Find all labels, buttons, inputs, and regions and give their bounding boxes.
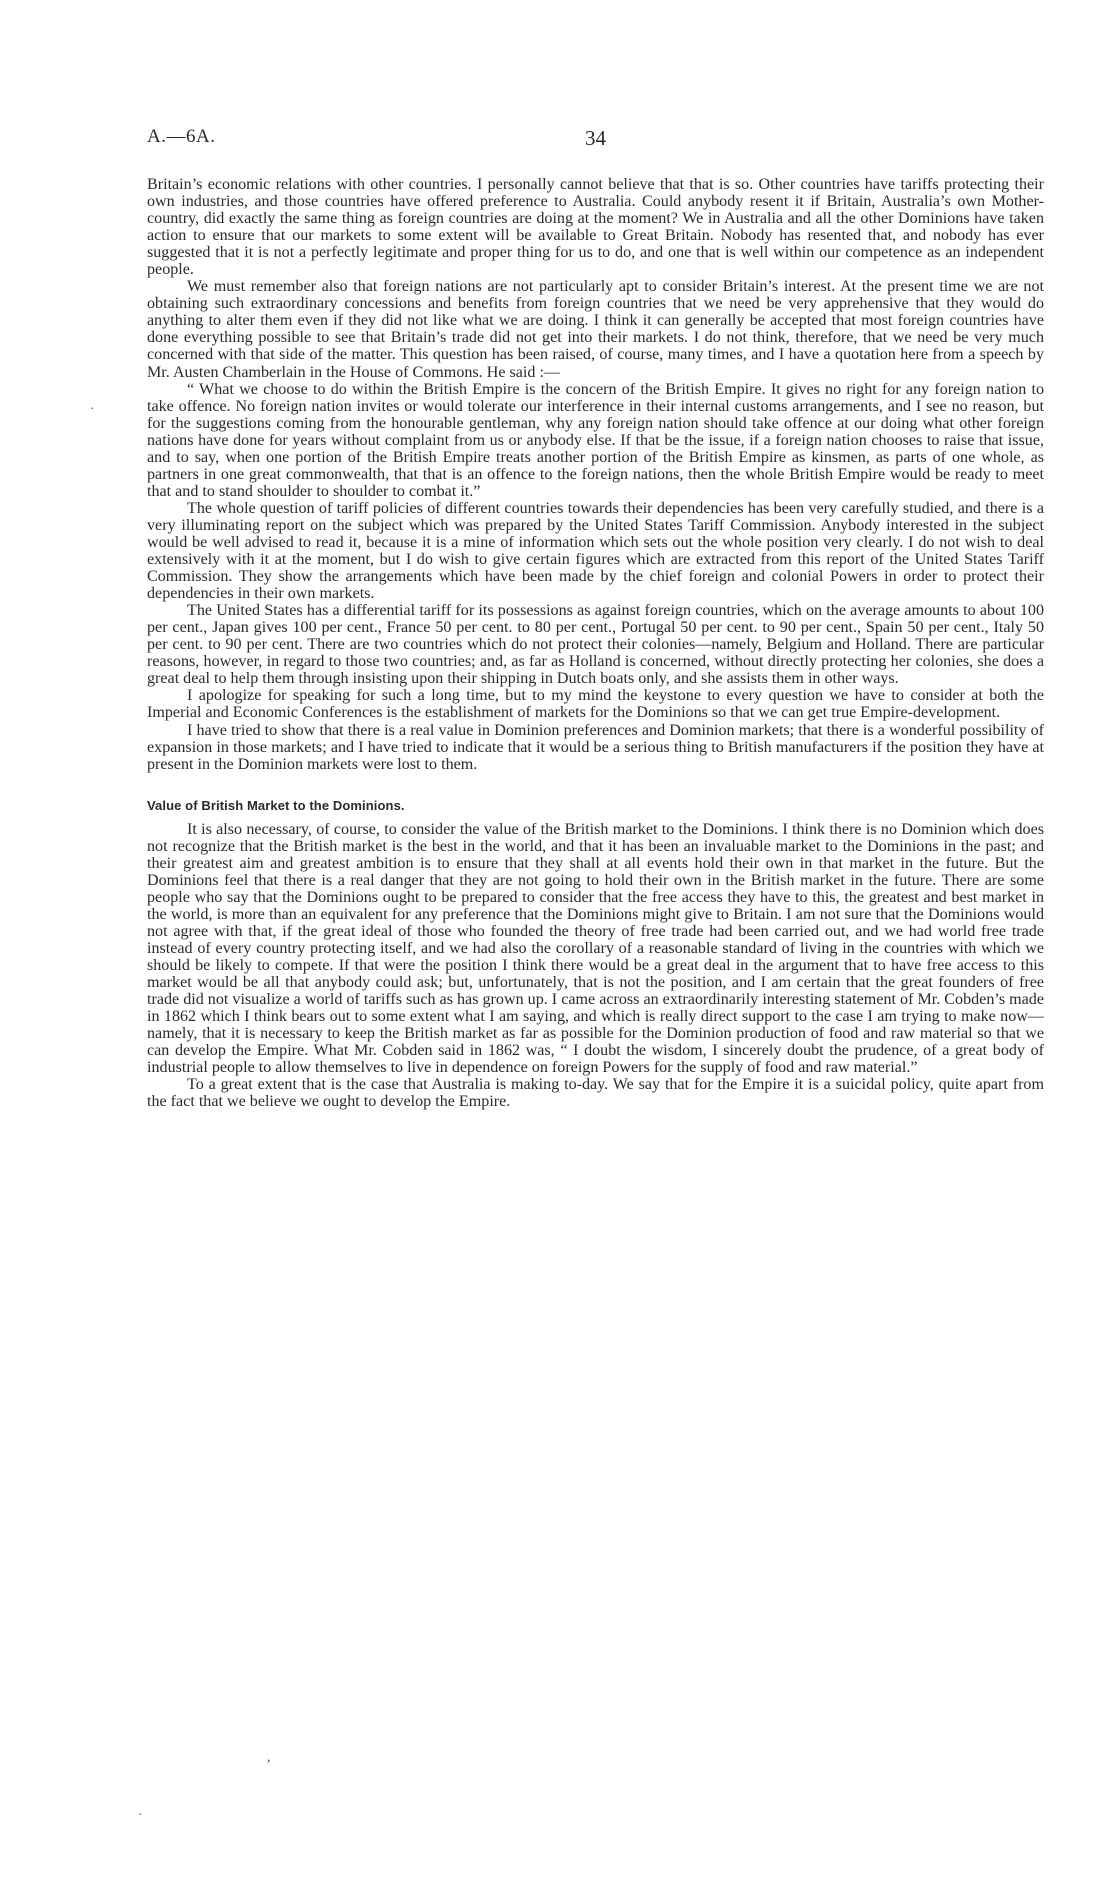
paragraph: It is also necessary, of course, to consider the value of the British market to the Dominions. I think there is no Dominion which does not recognize that the British market is the best in the world, and that it has been an invaluable market to the Dominions in the past; and their greatest aim and greatest ambition is to ensure that they shall at all events hold their own in that market in the future. But the Dominions feel that there is a real danger that they are not going to hold their own in the British market in the future. There are some people who say that the Dominions ought to be prepared to consider that the free access they have to this, the greatest and best market in the world, is more than an equivalent for any preference that the Dominions might give to Britain. I am not sure that the Dominions would not agree with that, if the great ideal of those who founded the theory of free trade had been carried out, and we had world free trade instead of every country protecting itself, and we had also the corollary of a reasonable standard of living in the countries with which we should be likely to compete. If that were the position I think there would be a great deal in the argument that to have free access to this market would be all that anybody could ask; but, unfortunately, that is not the position, and I am certain that the great founders of free trade did not visualize a world of tariffs such as has grown up. I came across an extraordinarily interesting statement of Mr. Cobden’s made in 1862 which I think bears out to some extent what I am saying, and which is really direct support to the case I am trying to make now—namely, that it is necessary to keep the British market as far as possible for the Dominion production of food and raw material so that we can develop the Empire. What Mr. Cobden said in 1862 was, “ I doubt the wisdom, I sincerely doubt the prudence, of a great body of industrial people to allow themselves to live in dependence on foreign Powers for the supply of food and raw material.” (147, 820, 1044, 1077)
page-header (147, 126, 1044, 154)
page-number: 34 (585, 126, 606, 150)
body-text (147, 176, 1044, 1110)
document-reference: A.—6A. (147, 126, 216, 147)
stray-mark: · (138, 1808, 143, 1823)
quotation-paragraph: “ What we choose to do within the British Empire is the concern of the British Empire. It gives no right for any foreign nation to take offence. No foreign nation invites or would tolerate our interference in their internal customs arrangements, and I see no reason, but for the suggestions coming from the honourable gentleman, why any foreign nation should take offence at our doing what other foreign nations have done for years without complaint from us or anybody else. If that be the issue, if a foreign nation chooses to raise that issue, and to say, when one portion of the British Empire treats another portion of the British Empire as kinsmen, as parts of one whole, as partners in one great commonwealth, that that is an offence to the foreign nations, then the whole British Empire would be ready to meet that and to stand shoulder to shoulder to combat it.” (147, 380, 1044, 500)
paragraph: I have tried to show that there is a real value in Dominion preferences and Dominion markets; that there is a wonderful possibility of expansion in those markets; and I have tried to indicate that it would be a serious thing to British manufacturers if the position they have at present in the Dominion markets were lost to them. (147, 721, 1044, 773)
paragraph: Britain’s economic relations with other countries. I personally cannot believe that that is so. Other countries have tariffs protecting their own industries, and those countries have offered preference to Australia. Could anybody resent it if Britain, Australia’s own Mother-country, did exactly the same thing as foreign countries are doing at the moment? We in Australia and all the other Dominions have taken action to ensure that our markets to some extent will be available to Great Britain. Nobody has resented that, and nobody has ever suggested that it is not a perfectly legitimate and proper thing for us to do, and one that is well within our competence as an independent people. (147, 176, 1044, 279)
paragraph: We must remember also that foreign nations are not particularly apt to consider Britain’s interest. At the present time we are not obtaining such extraordinary concessions and benefits from foreign countries that we need be very apprehensive that they would do anything to alter them even if they did not like what we are doing. I think it can generally be accepted that most foreign countries have done everything possible to see that Britain’s trade did not get into their markets. I do not think, therefore, that we need be very much concerned with that side of the matter. This question has been raised, of course, many times, and I have a quotation here from a speech by Mr. Austen Chamberlain in the House of Commons. He said :— (147, 278, 1044, 381)
section-heading: Value of British Market to the Dominions. (147, 797, 405, 813)
paragraph: I apologize for speaking for such a long time, but to my mind the keystone to every question we have to consider at both the Imperial and Economic Conferences is the establishment of markets for the Dominions so that we can get true Empire-development. (147, 687, 1044, 722)
stray-mark: , (267, 1750, 271, 1765)
paragraph: The whole question of tariff policies of different countries towards their dependencies has been very carefully studied, and there is a very illuminating report on the subject which was prepared by the United States Tariff Commission. Anybody interested in the subject would be well advised to read it, because it is a mine of information which sets out the whole position very clearly. I do not wish to deal extensively with it at the moment, but I do wish to give certain figures which are extracted from this report of the United States Tariff Commission. They show the arrangements which have been made by the chief foreign and colonial Powers in order to protect their dependencies in their own markets. (147, 499, 1044, 603)
paragraph: The United States has a differential tariff for its possessions as against foreign countries, which on the average amounts to about 100 per cent., Japan gives 100 per cent., France 50 per cent. to 80 per cent., Portugal 50 per cent. to 90 per cent., Spain 50 per cent., Italy 50 per cent. to 90 per cent. There are two countries which do not protect their colonies—namely, Belgium and Holland. There are particular reasons, however, in regard to those two countries; and, as far as Holland is concerned, without directly protecting her colonies, she does a great deal to help them through insisting upon their shipping in Dutch boats only, and she assists them in other ways. (147, 602, 1044, 688)
margin-mark: · (90, 402, 95, 417)
paragraph: To a great extent that is the case that Australia is making to-day. We say that for the Empire it is a suicidal policy, quite apart from the fact that we believe we ought to develop the Empire. (147, 1076, 1044, 1111)
